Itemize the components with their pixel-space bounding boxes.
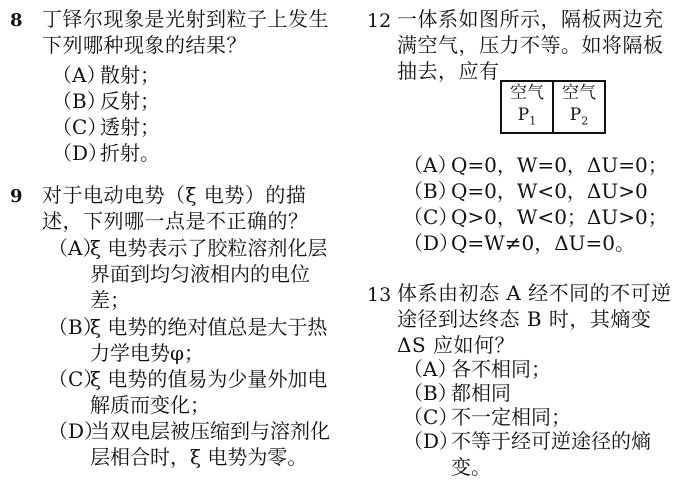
option-text: Q=0，W<0，ΔU>0 (451, 179, 648, 203)
option-text: ξ 电势的绝对值总是大于热力学电势φ； (90, 315, 328, 365)
option-text: 不一定相同； (451, 405, 571, 429)
option-a (403, 356, 551, 382)
partition-diagram (500, 80, 606, 134)
option-label: （C） (403, 405, 459, 429)
option-text: Q=0，W=0，ΔU=0； (451, 153, 668, 177)
question-number: 8 (10, 10, 23, 31)
pressure-label: $P_1$ (517, 104, 537, 128)
option-text: Q=W≠0，ΔU=0。 (451, 231, 635, 255)
question-stem: 对于电动电势（ξ 电势）的描述，下列哪一点是不正确的？ (42, 183, 309, 233)
option-text: ξ 电势表示了胶粒溶剂化层界面到均匀液相内的电位差； (90, 236, 328, 312)
option-c (403, 204, 668, 230)
question-stem: 丁铎尔现象是光射到粒子上发生下列哪种现象的结果？ (42, 7, 329, 57)
chamber-label: 空气 (510, 82, 544, 103)
option-text: 都相同 (451, 381, 511, 405)
pressure-label: $P_2$ (569, 104, 589, 128)
option-text: 各不相同； (451, 357, 551, 381)
option-label: （D） (48, 419, 105, 443)
option-label: （A） (48, 236, 103, 260)
option-label: （A） (403, 153, 458, 177)
option-label: （D） (52, 141, 109, 165)
option-label: （C） (403, 205, 459, 229)
option-a (403, 152, 668, 178)
option-label: （B） (48, 315, 103, 339)
option-d (403, 230, 635, 256)
option-text: Q>0，W<0；ΔU>0； (451, 205, 668, 229)
option-b (403, 380, 511, 406)
question-13 (345, 276, 680, 486)
left-chamber (502, 82, 552, 132)
option-label: （C） (52, 115, 108, 139)
option-text: 折射。 (100, 141, 160, 165)
option-label: （D） (403, 231, 460, 255)
option-d (52, 140, 160, 166)
question-8 (0, 0, 345, 170)
option-a (52, 62, 160, 88)
option-text: 当双电层被压缩到与溶剂化层相合时，ξ 电势为零。 (90, 419, 330, 469)
option-d (403, 428, 673, 480)
option-label: （A） (52, 63, 107, 87)
option-c (48, 366, 333, 418)
question-stem: 一体系如图所示，隔板两边充满空气，压力不等。如将隔板抽去，应有 (397, 7, 664, 83)
right-chamber (552, 82, 604, 132)
option-b (52, 88, 160, 114)
question-number: 13 (367, 284, 392, 306)
question-12 (345, 0, 680, 260)
chamber-label: 空气 (562, 82, 596, 103)
question-stem: 体系由初态 A 经不同的不可逆途径到达终态 B 时，其熵变ΔS 应如何？ (397, 281, 672, 357)
option-b (48, 314, 333, 366)
option-b (403, 178, 648, 204)
option-c (52, 114, 160, 140)
option-text: 不等于经可逆途径的熵变。 (451, 429, 651, 479)
option-label: （A） (403, 357, 458, 381)
question-number: 12 (367, 10, 392, 32)
option-text: 反射； (100, 89, 160, 113)
question-9 (0, 180, 345, 480)
option-a (48, 235, 333, 313)
option-text: 散射； (100, 63, 160, 87)
option-label: （B） (52, 89, 107, 113)
question-number: 9 (10, 186, 23, 207)
option-label: （B） (403, 381, 458, 405)
option-c (403, 404, 571, 430)
option-text: ξ 电势的值易为少量外加电解质而变化； (90, 367, 328, 417)
option-text: 透射； (100, 115, 160, 139)
option-label: （C） (48, 367, 104, 391)
option-label: （B） (403, 179, 458, 203)
option-label: （D） (403, 429, 460, 453)
option-d (48, 418, 333, 470)
